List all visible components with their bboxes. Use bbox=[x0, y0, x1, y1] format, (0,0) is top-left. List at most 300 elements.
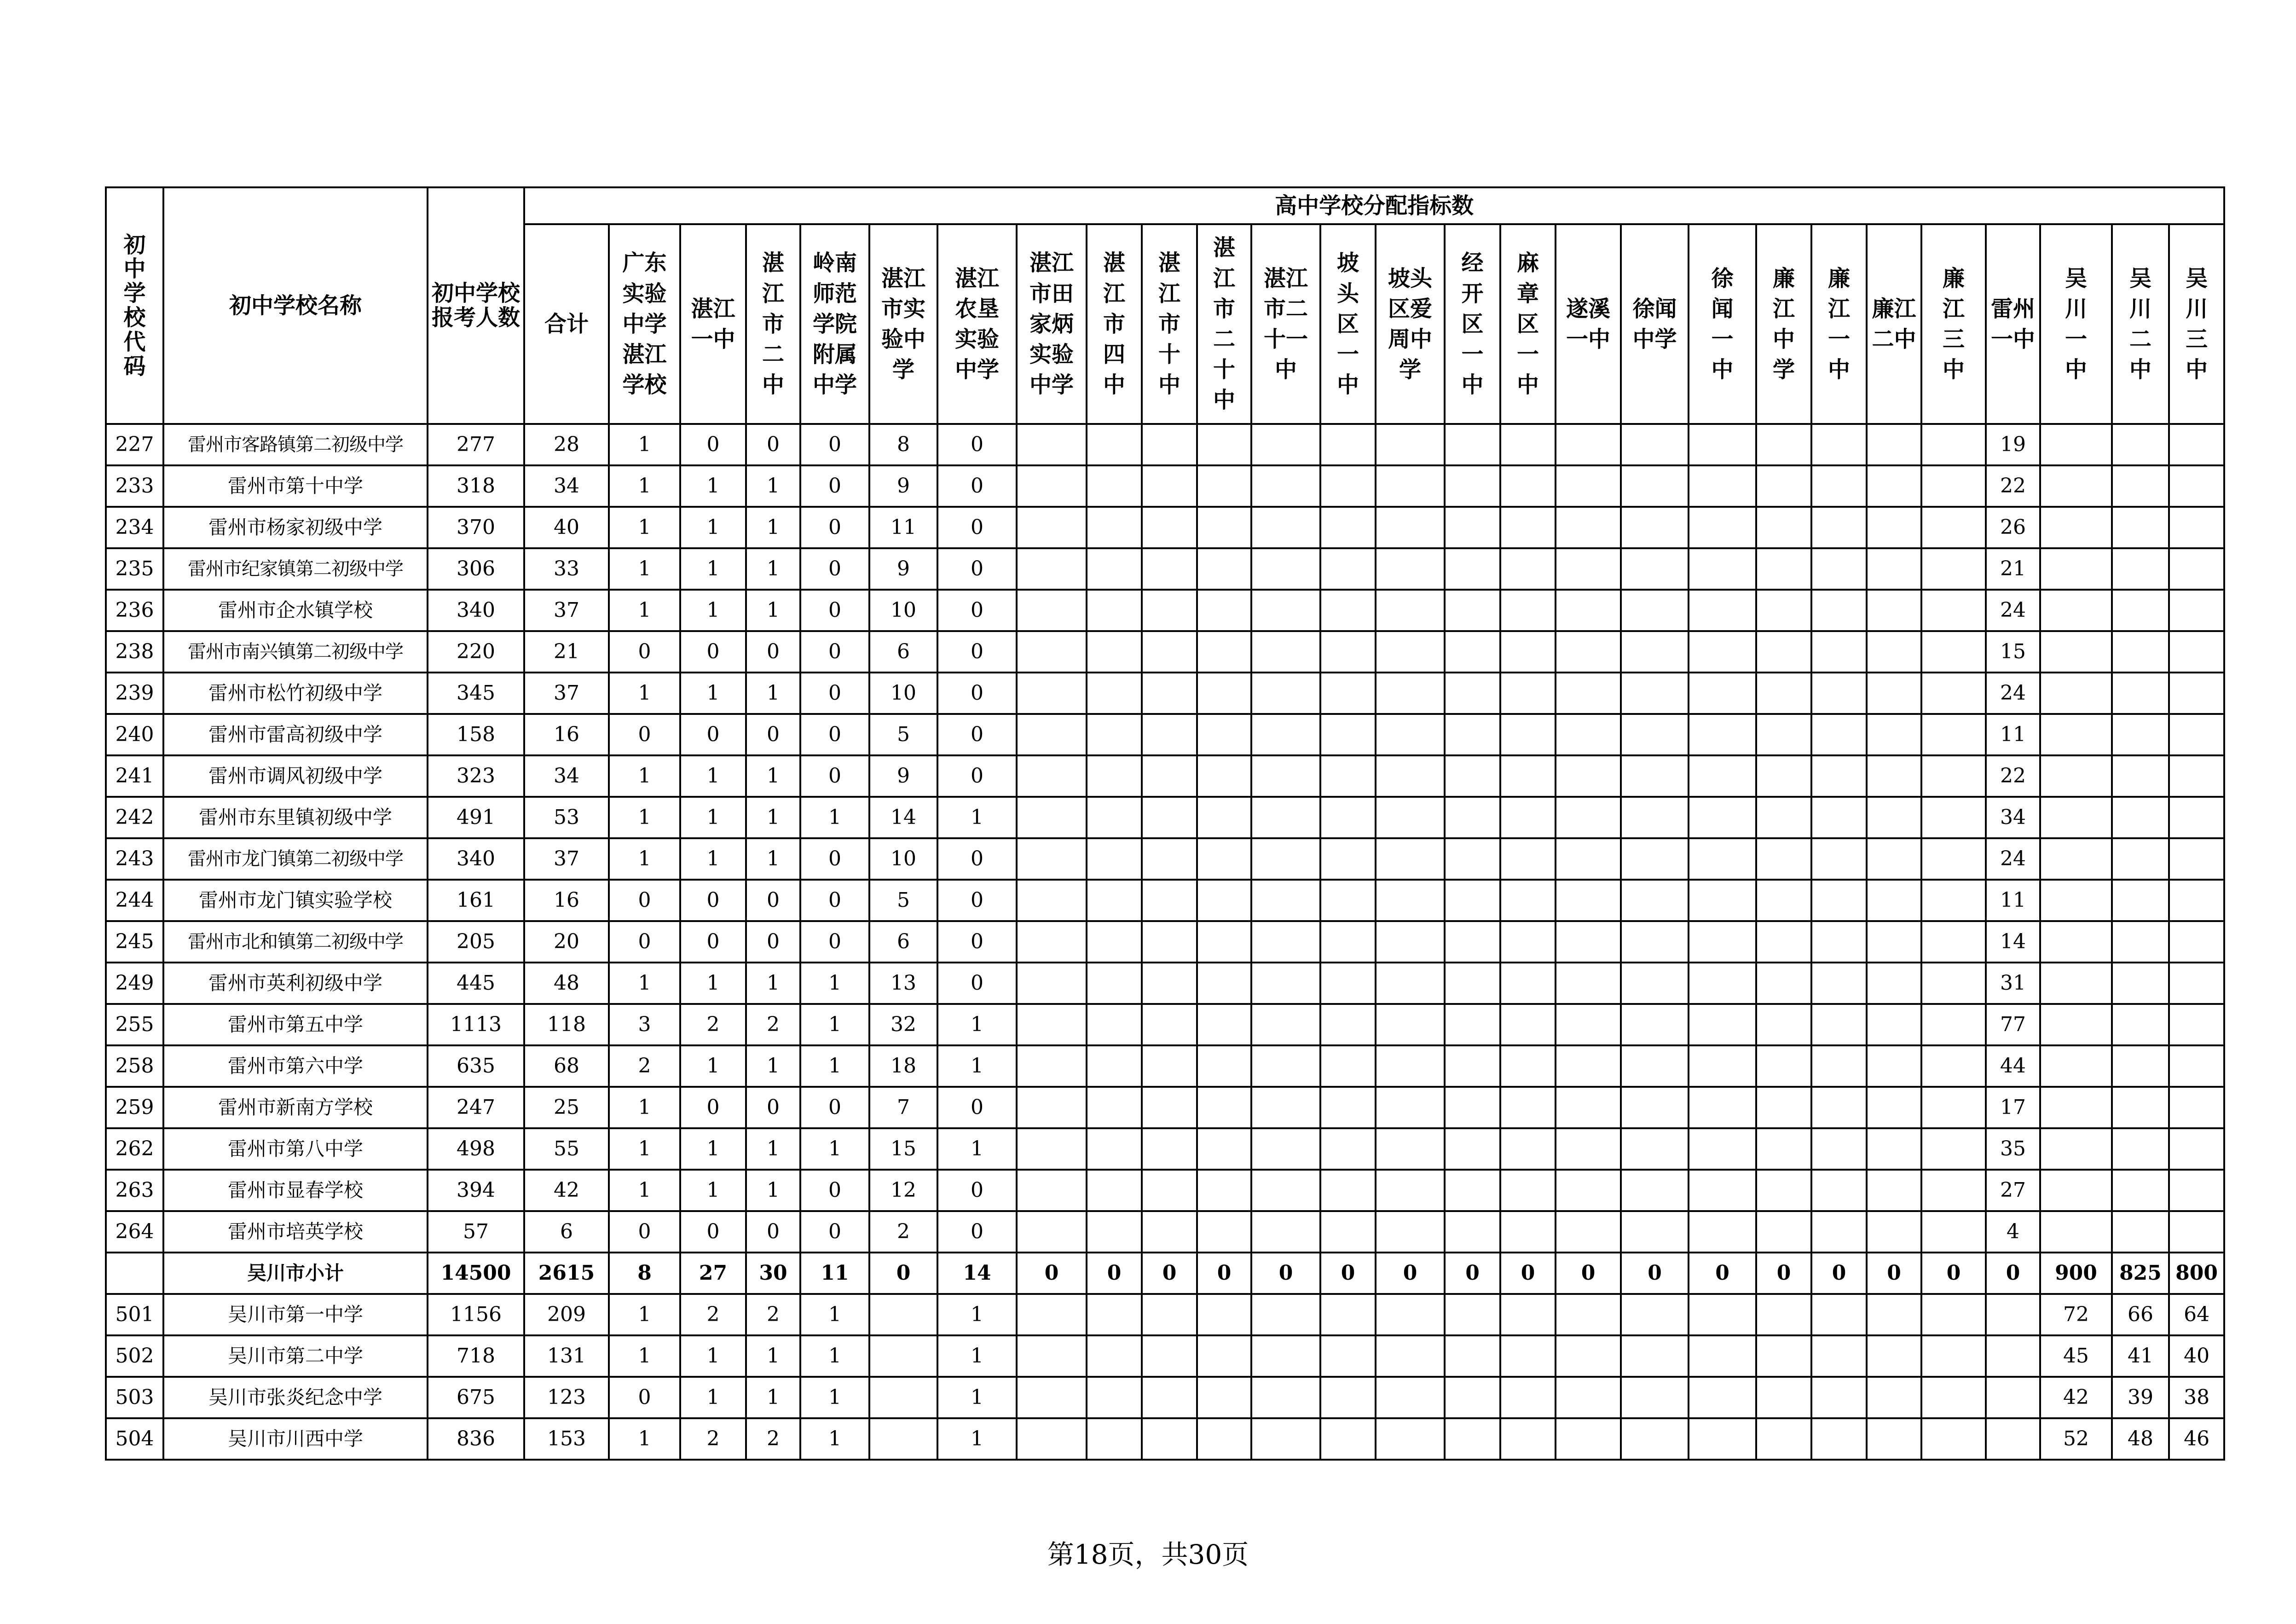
quota-cell bbox=[869, 1418, 937, 1460]
school-code-cell: 255 bbox=[106, 1004, 163, 1045]
quota-cell bbox=[1376, 755, 1445, 797]
quota-cell: 1 bbox=[800, 1128, 869, 1170]
quota-cell bbox=[1756, 880, 1811, 921]
quota-cell bbox=[1500, 838, 1556, 880]
quota-cell bbox=[1320, 755, 1376, 797]
col-header-label: 湛江 市实 验中 学 bbox=[881, 265, 925, 383]
school-name-cell: 雷州市雷高初级中学 bbox=[163, 714, 428, 755]
table-row bbox=[106, 507, 2278, 548]
col-header-22 bbox=[1867, 224, 1921, 424]
quota-cell bbox=[1376, 1335, 1445, 1377]
quota-cell bbox=[1756, 1211, 1811, 1253]
quota-cell bbox=[1017, 590, 1087, 631]
quota-cell bbox=[1142, 673, 1197, 714]
col-header-label: 合计 bbox=[544, 311, 589, 337]
quota-cell bbox=[1811, 1418, 1867, 1460]
applicants-cell: 158 bbox=[428, 714, 524, 755]
quota-cell: 0 bbox=[680, 1211, 746, 1253]
quota-cell: 1 bbox=[680, 838, 746, 880]
quota-cell: 0 bbox=[1017, 1253, 1087, 1294]
quota-cell bbox=[1689, 880, 1756, 921]
quota-cell: 0 bbox=[746, 424, 800, 465]
quota-cell bbox=[1556, 548, 1621, 590]
quota-cell bbox=[1811, 673, 1867, 714]
quota-cell bbox=[1621, 1045, 1689, 1087]
quota-cell: 1 bbox=[746, 1045, 800, 1087]
quota-cell bbox=[2169, 465, 2224, 507]
quota-cell: 1 bbox=[680, 1377, 746, 1418]
quota-cell: 1 bbox=[937, 1335, 1017, 1377]
quota-cell: 1 bbox=[800, 1004, 869, 1045]
quota-cell bbox=[1142, 424, 1197, 465]
col-header-7 bbox=[937, 224, 1017, 424]
quota-cell: 6 bbox=[524, 1211, 609, 1253]
quota-cell bbox=[1320, 507, 1376, 548]
quota-cell bbox=[1500, 1087, 1556, 1128]
quota-cell bbox=[1756, 963, 1811, 1004]
quota-cell bbox=[1556, 673, 1621, 714]
table-row bbox=[106, 631, 2278, 673]
quota-cell bbox=[1986, 1335, 2040, 1377]
quota-cell bbox=[1251, 1045, 1320, 1087]
quota-cell: 20 bbox=[524, 921, 609, 963]
header-title-row bbox=[106, 187, 2278, 224]
quota-cell bbox=[1087, 1294, 1142, 1335]
applicants-cell: 370 bbox=[428, 507, 524, 548]
quota-cell: 0 bbox=[800, 1211, 869, 1253]
allocation-table-container bbox=[105, 186, 2279, 1461]
quota-cell bbox=[1445, 880, 1500, 921]
quota-cell bbox=[1017, 631, 1087, 673]
quota-cell bbox=[1921, 548, 1986, 590]
table-row bbox=[106, 465, 2278, 507]
quota-cell bbox=[1320, 921, 1376, 963]
quota-cell bbox=[1197, 673, 1251, 714]
quota-cell bbox=[2169, 963, 2224, 1004]
table-row bbox=[106, 1294, 2278, 1335]
quota-cell bbox=[1197, 548, 1251, 590]
school-code-cell: 249 bbox=[106, 963, 163, 1004]
school-name-cell: 雷州市东里镇初级中学 bbox=[163, 797, 428, 838]
quota-cell: 1 bbox=[609, 755, 680, 797]
quota-cell bbox=[1376, 838, 1445, 880]
quota-cell bbox=[1445, 714, 1500, 755]
quota-cell: 2 bbox=[680, 1294, 746, 1335]
quota-cell bbox=[1689, 1128, 1756, 1170]
quota-cell: 1 bbox=[746, 465, 800, 507]
quota-cell: 21 bbox=[524, 631, 609, 673]
quota-cell: 0 bbox=[746, 921, 800, 963]
school-name-cell: 雷州市南兴镇第二初级中学 bbox=[163, 631, 428, 673]
quota-cell: 1 bbox=[680, 465, 746, 507]
col-header-label: 吴 川 一 中 bbox=[2065, 265, 2087, 383]
quota-cell bbox=[1621, 963, 1689, 1004]
col-header-label: 坡头 区爱 周中 学 bbox=[1388, 265, 1432, 383]
quota-cell bbox=[1445, 1045, 1500, 1087]
quota-cell: 42 bbox=[2040, 1377, 2112, 1418]
quota-cell: 15 bbox=[1986, 631, 2040, 673]
col-header-label: 湛江 农垦 实验 中学 bbox=[954, 265, 999, 383]
quota-cell bbox=[2112, 838, 2169, 880]
quota-cell bbox=[1320, 1128, 1376, 1170]
quota-cell bbox=[1867, 1128, 1921, 1170]
applicants-cell: 491 bbox=[428, 797, 524, 838]
quota-cell bbox=[1556, 590, 1621, 631]
quota-cell: 900 bbox=[2040, 1253, 2112, 1294]
table-row bbox=[106, 1170, 2278, 1211]
quota-cell bbox=[1689, 714, 1756, 755]
quota-cell bbox=[2112, 1045, 2169, 1087]
col-header-label: 湛 江 市 四 中 bbox=[1103, 250, 1125, 398]
quota-cell bbox=[1445, 1128, 1500, 1170]
quota-cell bbox=[1621, 631, 1689, 673]
quota-cell: 68 bbox=[524, 1045, 609, 1087]
quota-cell bbox=[1376, 1087, 1445, 1128]
col-header-10 bbox=[1142, 224, 1197, 424]
quota-cell: 1 bbox=[680, 590, 746, 631]
quota-cell bbox=[1251, 1004, 1320, 1045]
school-name-cell: 雷州市新南方学校 bbox=[163, 1087, 428, 1128]
school-name-cell: 雷州市龙门镇实验学校 bbox=[163, 880, 428, 921]
school-code-cell: 234 bbox=[106, 507, 163, 548]
col-header-applicants-label: 初中学校 报考人数 bbox=[431, 280, 520, 331]
quota-cell: 1 bbox=[609, 1335, 680, 1377]
school-name-cell: 吴川市第一中学 bbox=[163, 1294, 428, 1335]
quota-cell bbox=[1017, 424, 1087, 465]
quota-cell bbox=[1087, 1004, 1142, 1045]
quota-cell: 27 bbox=[680, 1253, 746, 1294]
quota-cell bbox=[1087, 465, 1142, 507]
quota-cell bbox=[1251, 424, 1320, 465]
quota-cell bbox=[1500, 1294, 1556, 1335]
quota-cell: 0 bbox=[937, 673, 1017, 714]
quota-cell bbox=[2040, 1004, 2112, 1045]
col-header-label: 廉江 二中 bbox=[1872, 296, 1916, 352]
quota-cell bbox=[1197, 1128, 1251, 1170]
quota-cell bbox=[2040, 631, 2112, 673]
quota-cell: 52 bbox=[2040, 1418, 2112, 1460]
quota-cell bbox=[2040, 673, 2112, 714]
applicants-cell: 718 bbox=[428, 1335, 524, 1377]
col-header-21 bbox=[1811, 224, 1867, 424]
quota-cell: 0 bbox=[746, 1211, 800, 1253]
quota-cell: 0 bbox=[1500, 1253, 1556, 1294]
quota-cell bbox=[1251, 714, 1320, 755]
applicants-cell: 345 bbox=[428, 673, 524, 714]
quota-cell bbox=[1621, 1418, 1689, 1460]
quota-cell bbox=[1500, 1335, 1556, 1377]
quota-cell bbox=[1445, 1004, 1500, 1045]
quota-cell: 8 bbox=[869, 424, 937, 465]
quota-cell bbox=[1556, 1211, 1621, 1253]
quota-cell: 1 bbox=[680, 507, 746, 548]
quota-cell bbox=[1756, 838, 1811, 880]
col-header-20 bbox=[1756, 224, 1811, 424]
quota-cell bbox=[1142, 1377, 1197, 1418]
quota-cell: 1 bbox=[609, 1294, 680, 1335]
quota-cell bbox=[1500, 1045, 1556, 1087]
quota-cell bbox=[1621, 548, 1689, 590]
quota-cell: 1 bbox=[609, 838, 680, 880]
col-header-2 bbox=[609, 224, 680, 424]
quota-cell bbox=[1867, 1087, 1921, 1128]
col-header-label: 吴 川 三 中 bbox=[2186, 265, 2208, 383]
quota-cell: 33 bbox=[524, 548, 609, 590]
quota-cell bbox=[1921, 797, 1986, 838]
table-row bbox=[106, 838, 2278, 880]
quota-cell: 800 bbox=[2169, 1253, 2224, 1294]
col-header-14 bbox=[1376, 224, 1445, 424]
quota-cell: 2615 bbox=[524, 1253, 609, 1294]
school-code-cell: 241 bbox=[106, 755, 163, 797]
quota-cell bbox=[1756, 1170, 1811, 1211]
quota-cell: 1 bbox=[680, 1128, 746, 1170]
quota-cell bbox=[1867, 1170, 1921, 1211]
quota-cell: 0 bbox=[609, 631, 680, 673]
table-row bbox=[106, 880, 2278, 921]
col-header-label: 雷州 一中 bbox=[1990, 296, 2035, 352]
quota-cell bbox=[1087, 963, 1142, 1004]
quota-cell: 13 bbox=[869, 963, 937, 1004]
school-name-cell: 雷州市松竹初级中学 bbox=[163, 673, 428, 714]
col-header-name bbox=[163, 187, 428, 424]
school-name-cell: 雷州市第五中学 bbox=[163, 1004, 428, 1045]
quota-cell bbox=[1017, 880, 1087, 921]
school-name-cell: 吴川市川西中学 bbox=[163, 1418, 428, 1460]
quota-cell: 14 bbox=[869, 797, 937, 838]
quota-cell: 3 bbox=[609, 1004, 680, 1045]
quota-cell bbox=[1445, 755, 1500, 797]
quota-cell bbox=[1142, 1128, 1197, 1170]
quota-cell: 9 bbox=[869, 548, 937, 590]
quota-cell bbox=[1376, 590, 1445, 631]
quota-cell: 2 bbox=[746, 1294, 800, 1335]
quota-cell bbox=[1017, 465, 1087, 507]
quota-cell: 24 bbox=[1986, 673, 2040, 714]
table-row bbox=[106, 1335, 2278, 1377]
quota-cell bbox=[1811, 1335, 1867, 1377]
quota-cell bbox=[2169, 1170, 2224, 1211]
quota-cell bbox=[1621, 673, 1689, 714]
quota-cell bbox=[1921, 921, 1986, 963]
quota-cell bbox=[1251, 880, 1320, 921]
quota-cell bbox=[1689, 1335, 1756, 1377]
school-name-cell: 雷州市第六中学 bbox=[163, 1045, 428, 1087]
quota-cell bbox=[1197, 424, 1251, 465]
school-code-cell: 239 bbox=[106, 673, 163, 714]
quota-cell: 0 bbox=[937, 424, 1017, 465]
quota-cell: 0 bbox=[1689, 1253, 1756, 1294]
school-code-cell: 236 bbox=[106, 590, 163, 631]
quota-cell bbox=[1320, 1294, 1376, 1335]
applicants-cell: 635 bbox=[428, 1045, 524, 1087]
quota-cell bbox=[1921, 880, 1986, 921]
quota-cell bbox=[1921, 1377, 1986, 1418]
col-header-label: 廉 江 中 学 bbox=[1772, 265, 1795, 383]
quota-cell bbox=[1320, 1045, 1376, 1087]
col-header-label: 廉 江 一 中 bbox=[1828, 265, 1850, 383]
col-header-5 bbox=[800, 224, 869, 424]
quota-cell bbox=[1500, 1128, 1556, 1170]
col-header-label: 湛 江 市 二 十 中 bbox=[1213, 235, 1235, 413]
quota-cell: 0 bbox=[937, 548, 1017, 590]
quota-cell bbox=[1556, 1377, 1621, 1418]
quota-cell bbox=[1017, 1128, 1087, 1170]
quota-cell bbox=[1087, 714, 1142, 755]
quota-cell: 1 bbox=[609, 1128, 680, 1170]
table-row bbox=[106, 921, 2278, 963]
quota-cell bbox=[1142, 1294, 1197, 1335]
col-header-name-label: 初中学校名称 bbox=[229, 292, 362, 319]
col-header-24 bbox=[1986, 224, 2040, 424]
quota-cell: 0 bbox=[800, 465, 869, 507]
quota-cell: 24 bbox=[1986, 838, 2040, 880]
quota-cell: 45 bbox=[2040, 1335, 2112, 1377]
quota-cell: 0 bbox=[1986, 1253, 2040, 1294]
quota-cell bbox=[1621, 424, 1689, 465]
quota-cell: 55 bbox=[524, 1128, 609, 1170]
quota-cell bbox=[2112, 797, 2169, 838]
quota-cell: 10 bbox=[869, 590, 937, 631]
quota-cell bbox=[1376, 1045, 1445, 1087]
quota-cell bbox=[1142, 755, 1197, 797]
quota-cell: 0 bbox=[680, 921, 746, 963]
quota-cell bbox=[1689, 673, 1756, 714]
quota-cell bbox=[1867, 714, 1921, 755]
quota-cell bbox=[1621, 880, 1689, 921]
quota-cell bbox=[1142, 465, 1197, 507]
quota-cell bbox=[2169, 631, 2224, 673]
quota-cell bbox=[1867, 1045, 1921, 1087]
quota-cell bbox=[1811, 1294, 1867, 1335]
quota-cell: 0 bbox=[609, 1377, 680, 1418]
quota-cell: 1 bbox=[609, 797, 680, 838]
quota-cell bbox=[1867, 755, 1921, 797]
school-code-cell: 227 bbox=[106, 424, 163, 465]
school-name-cell: 雷州市龙门镇第二初级中学 bbox=[163, 838, 428, 880]
quota-cell bbox=[2040, 465, 2112, 507]
quota-cell bbox=[1689, 1170, 1756, 1211]
quota-cell bbox=[1756, 797, 1811, 838]
quota-cell bbox=[1867, 590, 1921, 631]
quota-cell bbox=[1445, 631, 1500, 673]
quota-cell bbox=[1500, 755, 1556, 797]
quota-cell bbox=[1376, 424, 1445, 465]
quota-cell: 25 bbox=[524, 1087, 609, 1128]
quota-cell bbox=[2169, 1045, 2224, 1087]
quota-cell bbox=[2112, 755, 2169, 797]
quota-cell bbox=[1621, 1377, 1689, 1418]
quota-cell bbox=[1556, 1128, 1621, 1170]
applicants-cell: 498 bbox=[428, 1128, 524, 1170]
quota-cell bbox=[2169, 1087, 2224, 1128]
quota-cell: 2 bbox=[869, 1211, 937, 1253]
quota-cell: 0 bbox=[869, 1253, 937, 1294]
quota-cell: 1 bbox=[609, 673, 680, 714]
quota-cell: 153 bbox=[524, 1418, 609, 1460]
quota-cell bbox=[1867, 1004, 1921, 1045]
quota-cell: 0 bbox=[937, 1170, 1017, 1211]
quota-cell: 1 bbox=[746, 590, 800, 631]
quota-cell bbox=[1811, 963, 1867, 1004]
quota-cell bbox=[1500, 714, 1556, 755]
quota-cell: 0 bbox=[746, 714, 800, 755]
quota-cell bbox=[1756, 465, 1811, 507]
quota-cell bbox=[1197, 755, 1251, 797]
quota-cell bbox=[1811, 507, 1867, 548]
quota-cell: 26 bbox=[1986, 507, 2040, 548]
quota-cell bbox=[1142, 797, 1197, 838]
col-header-12 bbox=[1251, 224, 1320, 424]
quota-cell bbox=[1756, 1335, 1811, 1377]
quota-cell bbox=[1376, 1418, 1445, 1460]
quota-cell: 0 bbox=[800, 1170, 869, 1211]
quota-cell bbox=[1921, 714, 1986, 755]
quota-cell: 0 bbox=[937, 1087, 1017, 1128]
quota-cell bbox=[1320, 714, 1376, 755]
quota-cell: 118 bbox=[524, 1004, 609, 1045]
quota-cell bbox=[1689, 963, 1756, 1004]
quota-cell bbox=[1556, 838, 1621, 880]
quota-cell bbox=[1087, 1128, 1142, 1170]
quota-cell bbox=[1621, 921, 1689, 963]
quota-cell: 0 bbox=[937, 963, 1017, 1004]
subtotal-row bbox=[106, 1253, 2278, 1294]
quota-cell bbox=[1087, 1211, 1142, 1253]
quota-cell bbox=[1689, 465, 1756, 507]
quota-cell bbox=[1197, 797, 1251, 838]
quota-cell: 1 bbox=[746, 1170, 800, 1211]
quota-cell: 0 bbox=[937, 465, 1017, 507]
quota-cell: 6 bbox=[869, 631, 937, 673]
quota-cell bbox=[1445, 548, 1500, 590]
quota-cell: 35 bbox=[1986, 1128, 2040, 1170]
quota-cell bbox=[1087, 1377, 1142, 1418]
quota-cell: 1 bbox=[680, 1170, 746, 1211]
quota-cell bbox=[1251, 548, 1320, 590]
quota-cell: 10 bbox=[869, 673, 937, 714]
quota-cell: 2 bbox=[746, 1004, 800, 1045]
quota-cell: 48 bbox=[2112, 1418, 2169, 1460]
quota-cell bbox=[1320, 797, 1376, 838]
quota-cell bbox=[2040, 1211, 2112, 1253]
table-row bbox=[106, 797, 2278, 838]
col-header-6 bbox=[869, 224, 937, 424]
quota-cell bbox=[1376, 797, 1445, 838]
school-name-cell: 雷州市显春学校 bbox=[163, 1170, 428, 1211]
quota-cell bbox=[1621, 507, 1689, 548]
quota-cell: 1 bbox=[680, 755, 746, 797]
col-header-label: 廉 江 三 中 bbox=[1942, 265, 1965, 383]
quota-cell bbox=[1142, 880, 1197, 921]
quota-cell: 16 bbox=[524, 714, 609, 755]
quota-cell bbox=[2169, 424, 2224, 465]
quota-cell: 34 bbox=[524, 755, 609, 797]
quota-cell bbox=[1500, 797, 1556, 838]
col-header-17 bbox=[1556, 224, 1621, 424]
quota-cell bbox=[1556, 755, 1621, 797]
quota-cell: 44 bbox=[1986, 1045, 2040, 1087]
page-number-label: 第18页，共30页 bbox=[1047, 1539, 1249, 1570]
table-row bbox=[106, 963, 2278, 1004]
quota-cell: 0 bbox=[800, 424, 869, 465]
quota-cell bbox=[1251, 1087, 1320, 1128]
quota-cell bbox=[1556, 1294, 1621, 1335]
quota-cell bbox=[1621, 1211, 1689, 1253]
col-header-13 bbox=[1320, 224, 1376, 424]
quota-cell: 37 bbox=[524, 673, 609, 714]
col-header-applicants bbox=[428, 187, 524, 424]
